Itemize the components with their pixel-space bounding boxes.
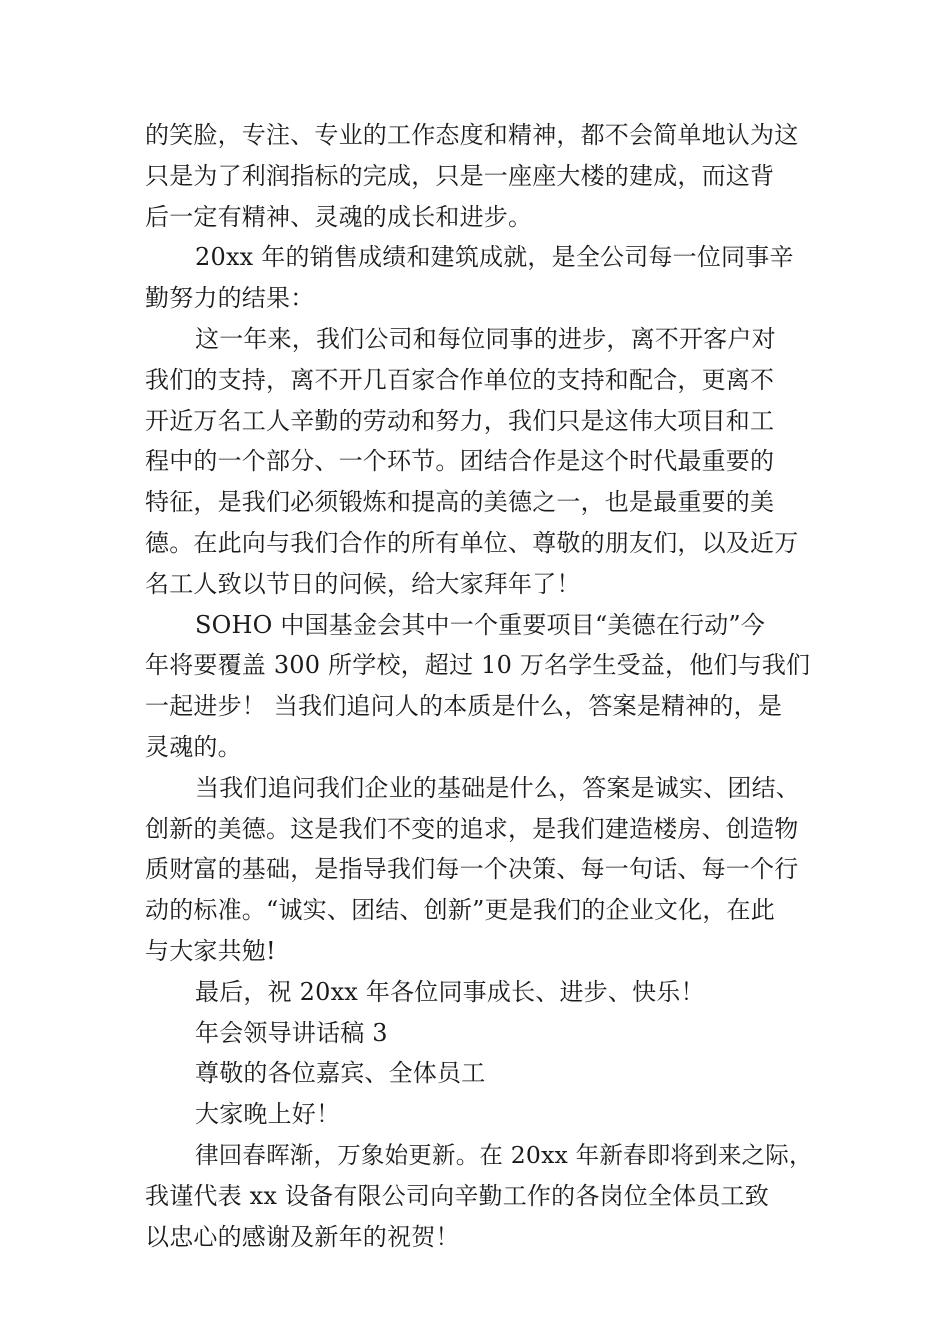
text-line: 开近万名工人辛勤的劳动和努力，我们只是这伟大项目和工 — [145, 406, 775, 435]
text-line: 灵魂的。 — [145, 732, 242, 761]
text-line: 当我们追问我们企业的基础是什么，答案是诚实、团结、 — [195, 773, 800, 802]
text-line: 动的标准。“诚实、团结、创新”更是我们的企业文化，在此 — [145, 896, 775, 925]
text-line: 名工人致以节日的问候，给大家拜年了！ — [145, 569, 581, 598]
text-line: 这一年来，我们公司和每位同事的进步，离不开客户对 — [195, 324, 776, 353]
document-body — [145, 115, 815, 1257]
text-line: 勤努力的结果： — [145, 284, 315, 313]
text-line: 后一定有精神、灵魂的成长和进步。 — [145, 202, 533, 231]
text-line: 以忠心的感谢及新年的祝贺！ — [145, 1222, 460, 1251]
text-line: 20xx 年的销售成绩和建筑成就，是全公司每一位同事辛 — [195, 243, 794, 272]
text-line: SOHO 中国基金会其中一个重要项目“美德在行动”今 — [195, 610, 766, 639]
text-line: 创新的美德。这是我们不变的追求，是我们建造楼房、创造物 — [145, 814, 799, 843]
text-line: 德。在此向与我们合作的所有单位、尊敬的朋友们，以及近万 — [145, 528, 799, 557]
text-line: 的笑脸，专注、专业的工作态度和精神，都不会简单地认为这 — [145, 121, 799, 149]
text-line: 一起进步！ 当我们追问人的本质是什么，答案是精神的，是 — [145, 692, 783, 721]
text-line: 程中的一个部分、一个环节。团结合作是这个时代最重要的 — [145, 447, 775, 476]
text-line: 与大家共勉! — [145, 936, 276, 965]
text-line: 最后，祝 20xx 年各位同事成长、进步、快乐！ — [195, 977, 705, 1006]
text-line: 质财富的基础，是指导我们每一个决策、每一句话、每一个行 — [145, 855, 799, 884]
text-line: 年会领导讲话稿 3 — [195, 1018, 388, 1047]
text-line: 特征，是我们必须锻炼和提高的美德之一，也是最重要的美 — [145, 488, 775, 517]
text-line: 律回春晖渐，万象始更新。在 20xx 年新春即将到来之际， — [195, 1140, 813, 1169]
text-line: 只是为了利润指标的完成，只是一座座大楼的建成，而这背 — [145, 161, 775, 190]
text-line: 我们的支持，离不开几百家合作单位的支持和配合，更离不 — [145, 365, 775, 394]
text-line: 尊敬的各位嘉宾、全体员工 — [195, 1059, 486, 1088]
text-line: 年将要覆盖 300 所学校，超过 10 万名学生受益，他们与我们 — [145, 651, 811, 680]
text-line: 大家晚上好！ — [195, 1100, 341, 1129]
text-line: 我谨代表 xx 设备有限公司向辛勤工作的各岗位全体员工致 — [145, 1181, 769, 1210]
